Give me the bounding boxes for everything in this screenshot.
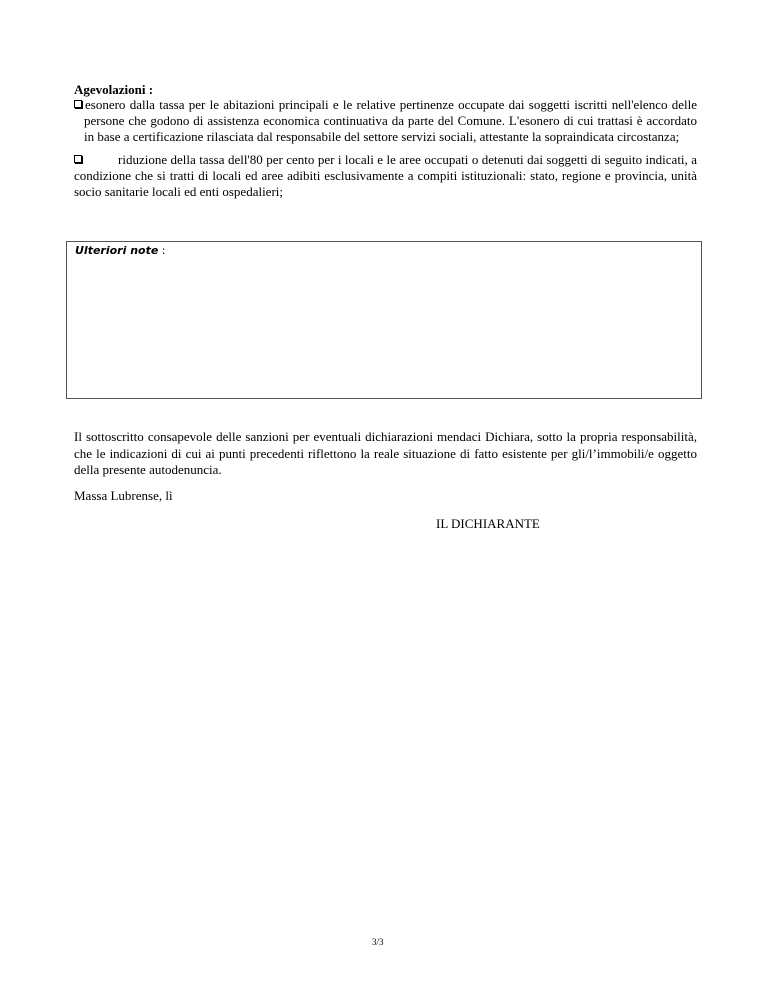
notes-box[interactable]: [66, 241, 702, 399]
checkbox-icon: [74, 155, 82, 163]
checkbox-icon: [74, 100, 82, 108]
agevolazione-item-riduzione-text: riduzione della tassa dell'80 per cento per i locali e le aree occupati o detenuti dai soggetti di seguito indicati, a condizione che si tratti di locali ed aree adibiti esclusivamente a compiti istituzionali: stato, regione e provincia, unità socio sanitarie locali ed enti ospedalieri;: [74, 152, 697, 199]
page-number: 3/3: [372, 937, 384, 947]
notes-label: Ulteriori note :: [75, 244, 166, 257]
agevolazione-item-esonero: [74, 97, 697, 144]
agevolazioni-title: Agevolazioni :: [74, 82, 154, 97]
signer-label: IL DICHIARANTE: [436, 516, 540, 531]
agevolazione-item-riduzione: [74, 152, 697, 199]
place-date: Massa Lubrense, lì: [74, 488, 173, 503]
agevolazione-item-esonero-text: esonero dalla tassa per le abitazioni principali e le relative pertinenze occupate dai soggetti iscritti nell'elenco delle persone che godono di assistenza economica continuativa da parte del Comune. L'esonero di cui trattasi è accordato in base a certificazione rilasciata dal responsabile del settore servizi sociali, attestante la sopraindicata circostanza;: [84, 97, 697, 144]
declaration-text: Il sottoscritto consapevole delle sanzioni per eventuali dichiarazioni mendaci Dichiara, sotto la propria responsabilità, che le indicazioni di cui ai punti precedenti riflettono la reale situazione di fatto esistente per gli/l’immobili/e oggetto della presente autodenuncia.: [74, 429, 697, 477]
